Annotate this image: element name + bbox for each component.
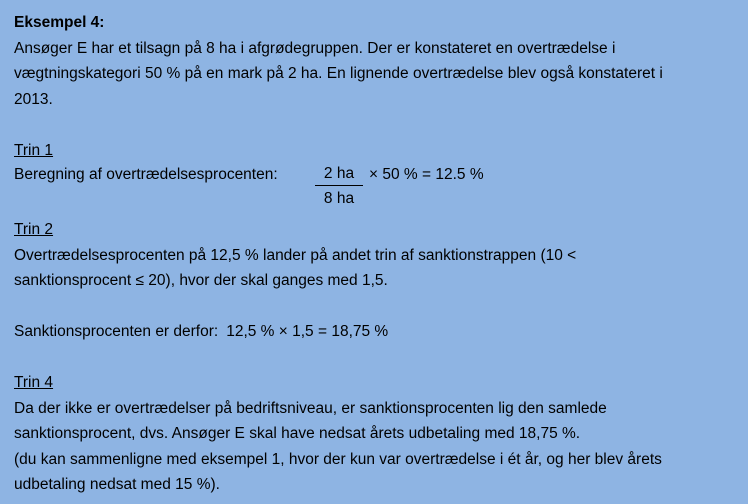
step4-line-4: udbetaling nedsat med 15 %). — [14, 476, 220, 493]
step2-line-2: sanktionsprocent ≤ 20), hvor der skal ganges med 1,5. — [14, 272, 388, 289]
step2-line-1: Overtrædelsesprocenten på 12,5 % lander på andet trin af sanktionstrappen (10 < — [14, 246, 577, 264]
sanktion-row — [14, 319, 738, 345]
step2-title: Trin 2 — [14, 221, 54, 238]
step1-title: Trin 1 — [14, 141, 54, 159]
sanktion-label: Sanktionsprocenten er derfor: — [14, 323, 219, 340]
step1-label: Beregning af overtrædelsesprocenten: — [14, 166, 278, 183]
spacer — [14, 112, 738, 138]
fraction-denominator: 8 ha — [323, 190, 355, 207]
step4-line-3: (du kan sammenligne med eksempel 1, hvor der kun var overtrædelse i ét år, og her blev årets — [14, 450, 662, 468]
example-box — [14, 10, 738, 498]
sanktion-calc: 12,5 % × 1,5 = 18,75 % — [226, 323, 389, 340]
intro-line-2: vægtningskategori 50 % på en mark på 2 ha. En lignende overtrædelse blev også konstateret i — [14, 65, 663, 82]
intro-line-1: Ansøger E har et tilsagn på 8 ha i afgrødegruppen. Der er konstateret en overtrædelse i — [14, 39, 616, 57]
step4-title: Trin 4 — [14, 374, 54, 391]
step1-result: × 50 % = 12.5 % — [369, 166, 484, 183]
spacer — [14, 345, 738, 371]
fraction — [315, 162, 363, 211]
spacer — [14, 294, 738, 320]
fraction-numerator: 2 ha — [315, 162, 363, 186]
example-title: Eksempel 4: — [14, 14, 105, 31]
step4-line-1: Da der ikke er overtrædelser på bedriftsniveau, er sanktionsprocenten lig den samlede — [14, 399, 607, 417]
intro-line-3: 2013. — [14, 90, 53, 108]
step1-calculation — [14, 162, 738, 212]
step4-line-2: sanktionsprocent, dvs. Ansøger E skal have nedsat årets udbetaling med 18,75 %. — [14, 425, 581, 442]
